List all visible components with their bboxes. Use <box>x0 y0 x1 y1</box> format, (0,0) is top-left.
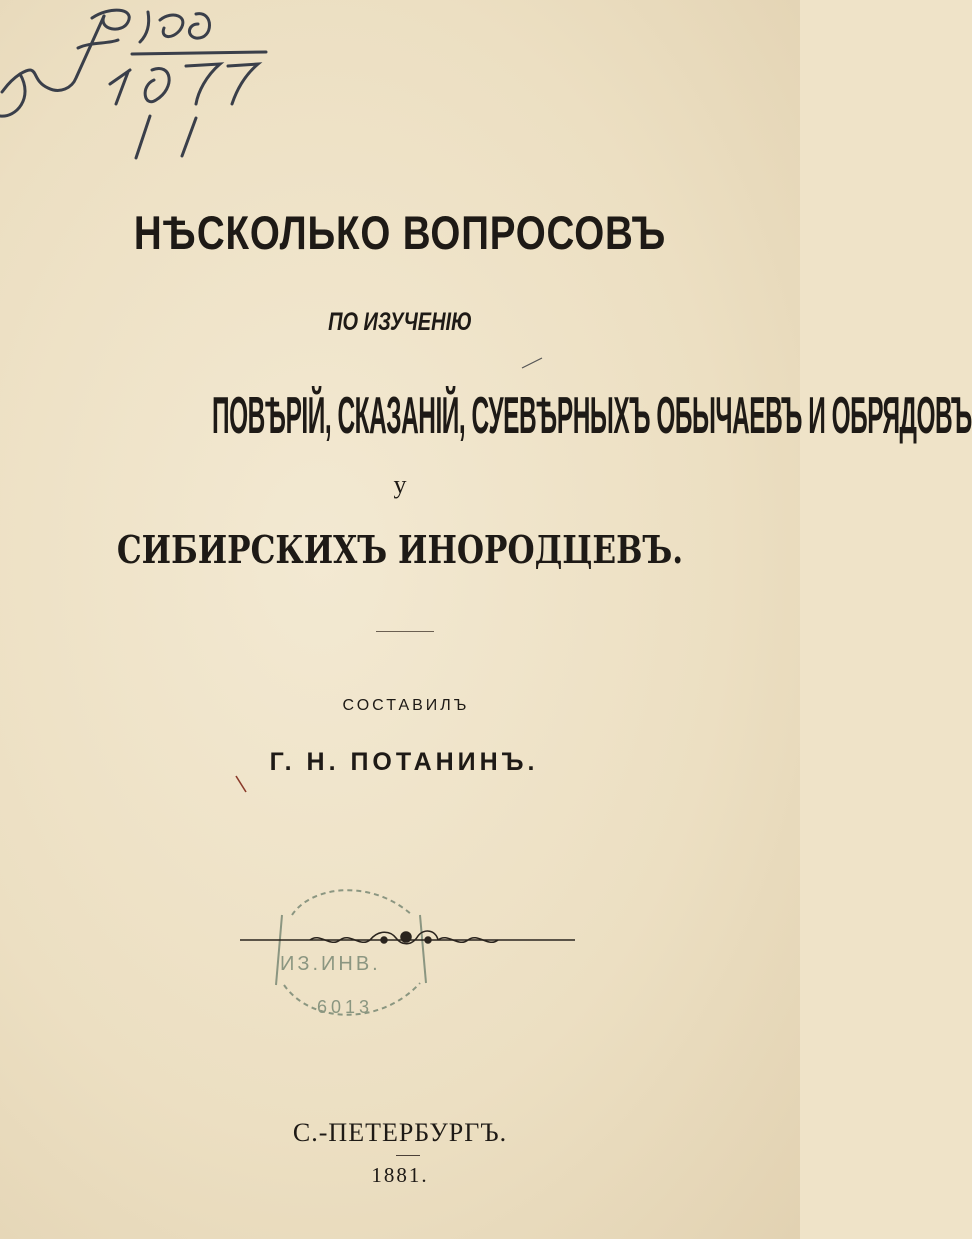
title-line-2: ПО ИЗУЧЕНІЮ <box>328 308 472 336</box>
pencil-mark <box>520 356 544 370</box>
title-line-5: СИБИРСКИХЪ ИНОРОДЦЕВЪ. <box>116 527 684 572</box>
separator-rule <box>376 631 434 632</box>
handwritten-shelf-mark <box>0 0 280 170</box>
title-line-4: у <box>393 470 407 499</box>
svg-text:6013: 6013 <box>317 997 374 1017</box>
ornamental-rule <box>240 920 575 956</box>
pencil-mark <box>234 774 248 794</box>
svg-text:ИЗ.ИНВ.: ИЗ.ИНВ. <box>280 953 381 975</box>
imprint-city: С.-ПЕТЕРБУРГЪ. <box>292 1118 508 1147</box>
author-name: Г. Н. ПОТАНИНЪ. <box>269 748 539 776</box>
compiled-by-label: СОСТАВИЛЪ <box>342 697 470 714</box>
imprint-rule <box>396 1155 420 1156</box>
title-line-3: ПОВѢРІЙ, СКАЗАНІЙ, СУЕВѢРНЫХЪ ОБЫЧАЕВЪ И ОБРЯДОВЪ <box>212 387 972 445</box>
imprint-year: 1881. <box>371 1163 429 1187</box>
title-line-1: НѢСКОЛЬКО ВОПРОСОВЪ <box>133 206 667 259</box>
